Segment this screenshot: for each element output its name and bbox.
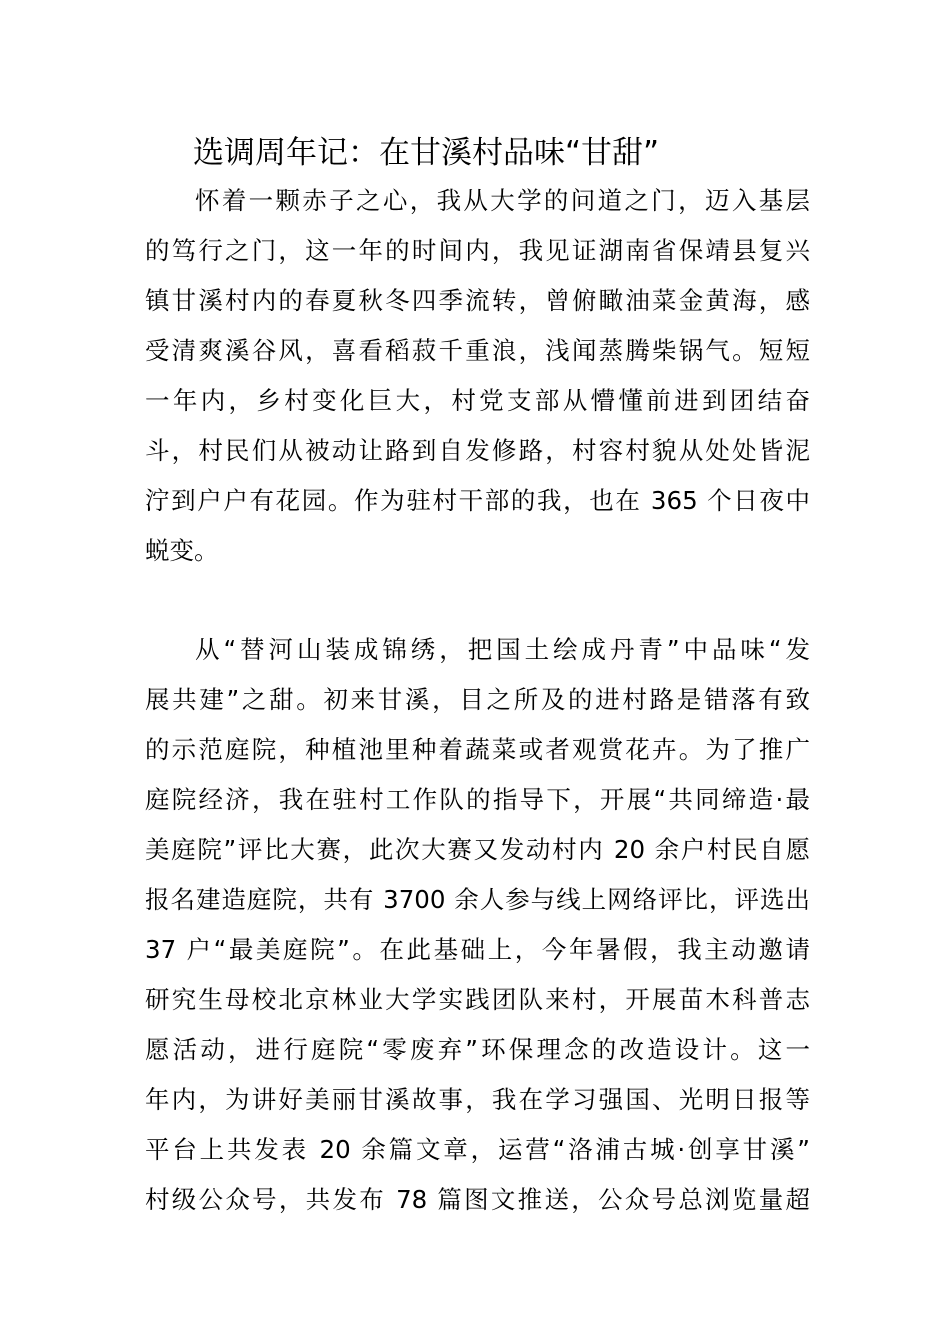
paragraph-line: 37 户“最美庭院”。在此基础上，今年暑假，我主动邀请 (145, 935, 810, 964)
paragraph-line: 怀着一颗赤子之心，我从大学的问道之门，迈入基层 (195, 186, 810, 215)
paragraph-line: 报名建造庭院，共有 3700 余人参与线上网络评比，评选出 (145, 885, 810, 914)
paragraph-line: 从“替河山装成锦绣，把国土绘成丹青”中品味“发 (195, 635, 810, 664)
paragraph-line: 庭院经济，我在驻村工作队的指导下，开展“共同缔造·最 (145, 785, 810, 814)
paragraph-line: 平台上共发表 20 余篇文章，运营“洛浦古城·创享甘溪” (145, 1135, 810, 1164)
paragraph-line: 泞到户户有花园。作为驻村干部的我，也在 365 个日夜中 (145, 486, 810, 515)
paragraph-line: 的示范庭院，种植池里种着蔬菜或者观赏花卉。为了推广 (145, 735, 810, 764)
paragraph-line: 斗，村民们从被动让路到自发修路，村容村貌从处处皆泥 (145, 436, 810, 465)
paragraph-line: 村级公众号，共发布 78 篇图文推送，公众号总浏览量超 (145, 1185, 810, 1214)
paragraph-line: 研究生母校北京林业大学实践团队来村，开展苗木科普志 (145, 985, 810, 1014)
paragraph-line: 镇甘溪村内的春夏秋冬四季流转，曾俯瞰油菜金黄海，感 (145, 286, 810, 315)
document-title: 选调周年记：在甘溪村品味“甘甜” (193, 135, 660, 171)
paragraph-2 (145, 625, 810, 1225)
paragraph-line: 的笃行之门，这一年的时间内，我见证湖南省保靖县复兴 (145, 236, 810, 265)
paragraph-1 (145, 176, 810, 576)
paragraph-line: 蜕变。 (145, 536, 219, 565)
paragraph-line: 愿活动，进行庭院“零废弃”环保理念的改造设计。这一 (145, 1035, 810, 1064)
paragraph-line: 年内，为讲好美丽甘溪故事，我在学习强国、光明日报等 (145, 1085, 810, 1114)
paragraph-line: 受清爽溪谷风，喜看稻菽千重浪，浅闻蒸腾柴锅气。短短 (145, 336, 810, 365)
paragraph-line: 美庭院”评比大赛，此次大赛又发动村内 20 余户村民自愿 (145, 835, 810, 864)
paragraph-line: 一年内，乡村变化巨大，村党支部从懵懂前进到团结奋 (145, 386, 810, 415)
paragraph-line: 展共建”之甜。初来甘溪，目之所及的进村路是错落有致 (145, 685, 810, 714)
